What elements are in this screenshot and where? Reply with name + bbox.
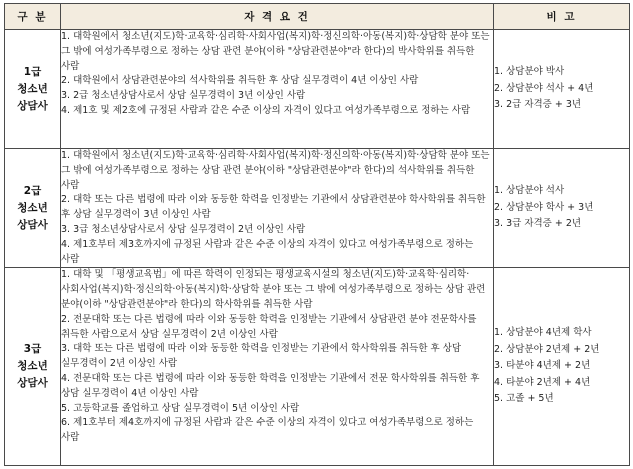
requirement-item: 5. 고등학교를 졸업하고 상담 실무경력이 5년 이상인 사람 (61, 402, 300, 414)
grade-2-label (5, 149, 61, 268)
qualification-table (4, 3, 630, 466)
note-item: 5. 고졸 + 5년 (494, 393, 554, 405)
requirement-item: 1. 대학 및 「평생교육법」에 따른 학력이 인정되는 평생교육시설의 청소년(지도)학·교육학·심리학·사회사업(복지)학·정신의학·아동(복지)학·상담학 분야 또는 그 밖에 여성가족부령으로 정하는 상담 관련 분야(이하 "상담관련분야"라 한다)의 학사학위를 취득한 사람 (61, 269, 486, 310)
requirement-item: 2. 대학원에서 상담관련분야의 석사학위를 취득한 후 상담 실무경력이 4년 이상인 사람 (61, 75, 419, 87)
header-row (5, 4, 630, 30)
grade-3-notes (494, 268, 630, 466)
grade-level: 3급 (23, 343, 42, 356)
requirement-item: 4. 제1호부터 제3호까지에 규정된 사람과 같은 수준 이상의 자격이 있다고 여성가족부령으로 정하는 사람 (61, 238, 474, 265)
note-item: 1. 상담분야 박사 (494, 66, 565, 78)
requirement-item: 3. 대학 또는 다른 법령에 따라 이와 동등한 학력을 인정받는 기관에서 학사학위를 취득한 후 상담 실무경력이 2년 이상인 사람 (61, 343, 462, 370)
requirement-item: 3. 2급 청소년상담사로서 상담 실무경력이 3년 이상인 사람 (61, 90, 306, 102)
requirement-item: 4. 전문대학 또는 다른 법령에 따라 이와 동등한 학력을 인정받는 기관에서 전문 학사학위를 취득한 후 상담 실무경력이 4년 이상인 사람 (61, 372, 480, 399)
header-grade: 구 분 (5, 4, 61, 30)
note-item: 2. 상담분야 학사 + 3년 (494, 201, 594, 213)
grade-title-line1: 청소년 (17, 360, 48, 373)
grade-title-line1: 청소년 (17, 201, 48, 214)
grade-1-row (5, 30, 630, 149)
grade-3-label (5, 268, 61, 466)
grade-level: 2급 (23, 184, 42, 197)
grade-1-requirements (61, 30, 494, 149)
note-item: 1. 상담분야 4년제 학사 (494, 327, 592, 339)
grade-3-row (5, 268, 630, 466)
note-item: 1. 상담분야 석사 (494, 185, 565, 197)
note-item: 3. 2급 자격증 + 3년 (494, 99, 582, 111)
requirement-item: 1. 대학원에서 청소년(지도)학·교육학·심리학·사회사업(복지)학·정신의학·아동(복지)학·상담학 분야 또는 그 밖에 여성가족부령으로 정하는 상담 관련 분야(이하 "상담관련분야"라 한다)의 박사학위를 취득한 사람 (61, 31, 490, 72)
grade-1-label (5, 30, 61, 149)
requirement-item: 3. 3급 청소년상담사로서 상담 실무경력이 2년 이상인 사람 (61, 223, 306, 235)
header-requirements: 자 격 요 건 (61, 4, 494, 30)
grade-title-line2: 상담사 (17, 99, 48, 112)
requirement-item: 4. 제1호 및 제2호에 규정된 사람과 같은 수준 이상의 자격이 있다고 여성가족부령으로 정하는 사람 (61, 104, 471, 116)
note-item: 3. 3급 자격증 + 2년 (494, 218, 582, 230)
grade-title-line2: 상담사 (17, 218, 48, 231)
header-notes: 비 고 (494, 4, 630, 30)
grade-3-requirements (61, 268, 494, 466)
requirement-item: 2. 전문대학 또는 다른 법령에 따라 이와 동등한 학력을 인정받는 기관에서 상담관련 분야 전문학사를 취득한 사람으로서 상담 실무경력이 2년 이상인 사람 (61, 313, 477, 340)
grade-title-line1: 청소년 (17, 82, 48, 95)
grade-title-line2: 상담사 (17, 377, 48, 390)
grade-1-notes (494, 30, 630, 149)
note-item: 4. 타분야 2년제 + 4년 (494, 376, 591, 388)
requirement-item: 2. 대학 또는 다른 법령에 따라 이와 동등한 학력을 인정받는 기관에서 상담관련분야 학사학위를 취득한 후 상담 실무경력이 3년 이상인 사람 (61, 194, 486, 221)
grade-2-requirements (61, 149, 494, 268)
note-item: 2. 상담분야 석사 + 4년 (494, 82, 594, 94)
grade-2-notes (494, 149, 630, 268)
note-item: 3. 타분야 4년제 + 2년 (494, 360, 591, 372)
grade-2-row (5, 149, 630, 268)
note-item: 2. 상담분야 2년제 + 2년 (494, 343, 600, 355)
grade-level: 1급 (23, 65, 42, 78)
requirement-item: 1. 대학원에서 청소년(지도)학·교육학·심리학·사회사업(복지)학·정신의학·아동(복지)학·상담학 분야 또는 그 밖에 여성가족부령으로 정하는 상담 관련 분야(이하 "상담관련분야"라 한다)의 석사학위를 취득한 사람 (61, 150, 490, 191)
requirement-item: 6. 제1호부터 제4호까지에 규정된 사람과 같은 수준 이상의 자격이 있다고 여성가족부령으로 정하는 사람 (61, 417, 474, 444)
